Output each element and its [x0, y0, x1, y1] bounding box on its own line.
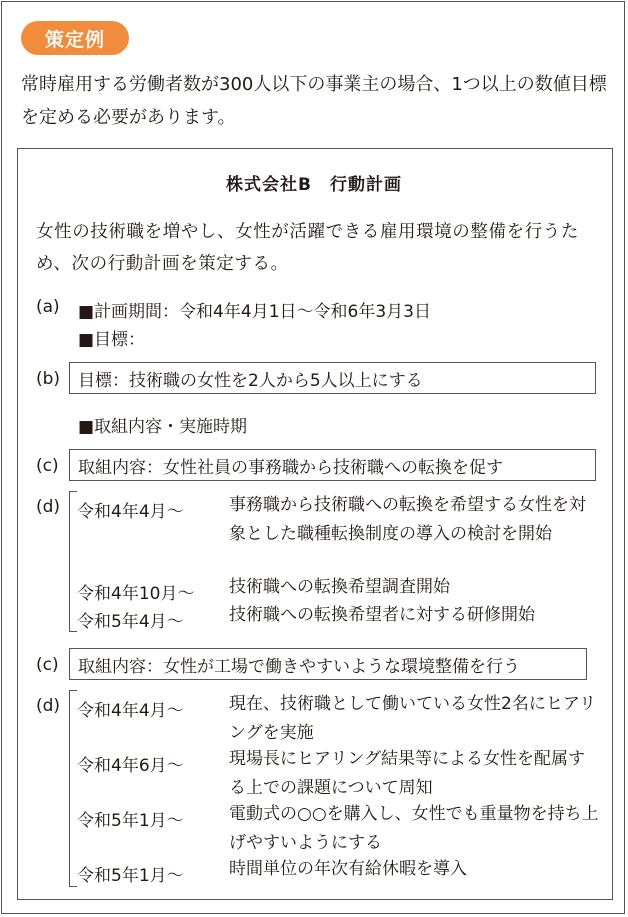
goal-box: 目標：技術職の女性を2人から5人以上にする — [69, 362, 596, 394]
label-c-2: (c) — [36, 655, 59, 675]
measure2-date: 令和5年1月～ — [77, 811, 184, 831]
label-d-2: (d) — [36, 696, 61, 716]
label-c-1: (c) — [36, 456, 59, 476]
measure2-date: 令和4年4月～ — [77, 701, 184, 721]
plan-intro: 女性の技術職を増やし、女性が活躍できる雇用環境の整備を行うため、次の行動計画を策定する。 — [36, 222, 579, 274]
measure2-bracket — [69, 690, 77, 887]
label-d-1: (d) — [36, 497, 61, 517]
measure2-date: 令和4年6月～ — [77, 756, 184, 776]
measure1-desc: 事務職から技術職への転換を希望する女性を対象とした職種転換制度の導入の検討を開始 — [229, 495, 586, 544]
measure1-date: 令和4年4月～ — [77, 502, 184, 522]
measure1-date: 令和4年10月～ — [77, 584, 195, 604]
measure1-desc: 技術職への転換希望者に対する研修開始 — [229, 605, 535, 625]
intro-text: 常時雇用する労働者数が300人以下の事業主の場合、1つ以上の数値目標を定める必要があります。 — [21, 74, 607, 128]
measures-heading: ■取組内容・実施時期 — [78, 417, 248, 437]
measure2-desc: 現在、技術職として働いている女性2名にヒアリングを実施 — [229, 694, 597, 743]
goal-heading: ■目標： — [78, 330, 146, 350]
label-a: (a) — [36, 297, 60, 317]
measure2-desc: 電動式の○○を購入し、女性でも重量物を持ち上げやすいようにする — [229, 804, 599, 853]
measure1-desc: 技術職への転換希望調査開始 — [229, 577, 450, 597]
measure1-bracket — [69, 491, 77, 632]
measure2-date: 令和5年1月～ — [77, 866, 184, 886]
plan-title: 株式会社B 行動計画 — [226, 175, 402, 195]
measure1-content: 取組内容：女性社員の事務職から技術職への転換を促す — [69, 449, 596, 481]
measure2-desc: 時間単位の年次有給休暇を導入 — [229, 859, 467, 879]
plan-period: ■計画期間：令和4年4月1日～令和6年3月3日 — [78, 302, 431, 322]
measure1-date: 令和5年4月～ — [77, 612, 184, 632]
example-badge: 策定例 — [21, 21, 129, 55]
label-b: (b) — [36, 369, 61, 389]
measure2-content: 取組内容：女性が工場で働きやすいような環境整備を行う — [69, 648, 587, 680]
measure2-desc: 現場長にヒアリング結果等による女性を配属する上での課題について周知 — [229, 749, 585, 798]
